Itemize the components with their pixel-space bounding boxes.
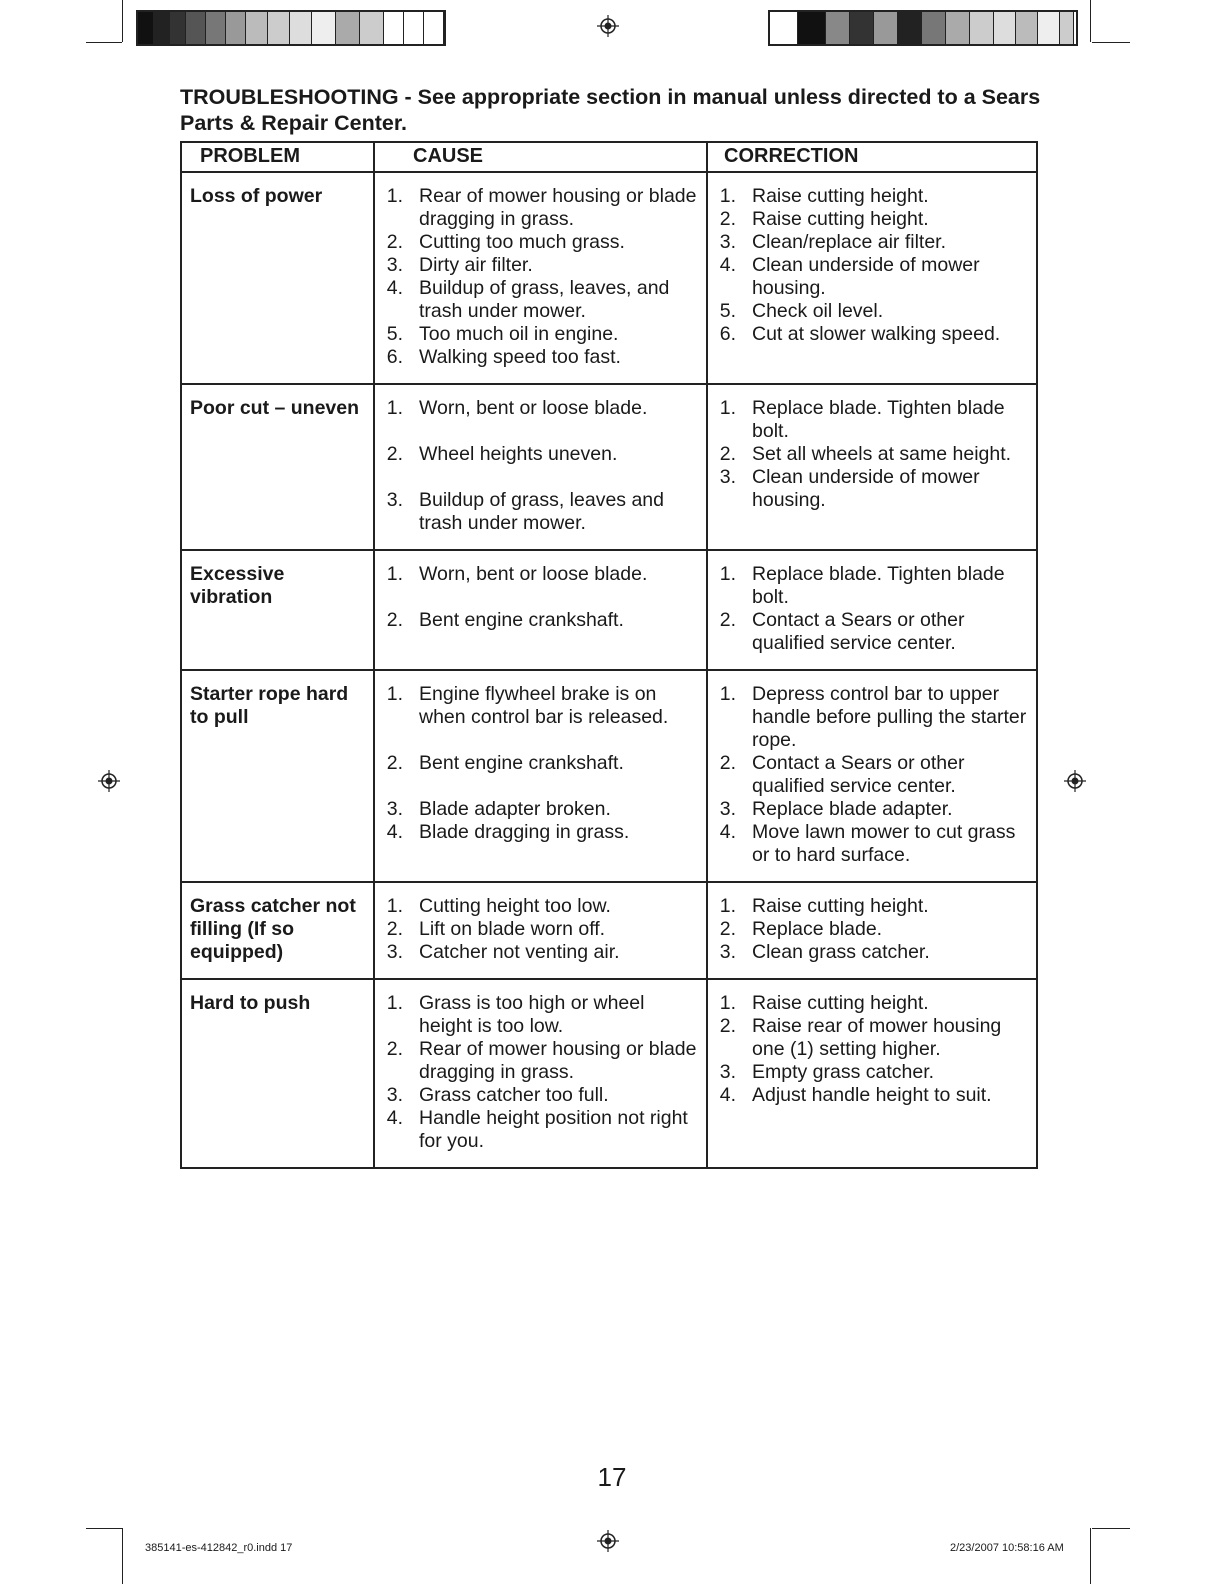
item-number: 4. [386, 277, 403, 299]
table-row [181, 550, 1037, 670]
item-text: Contact a Sears or other qualified service center. [752, 609, 965, 654]
item-text: Replace blade. Tighten blade bolt. [752, 397, 1005, 442]
list-item [716, 323, 1032, 346]
item-text: Catcher not venting air. [419, 941, 620, 963]
correction-list [716, 992, 1032, 1107]
item-number: 3. [719, 941, 736, 963]
item-number: 2. [386, 752, 403, 774]
list-item [383, 323, 702, 346]
cause-list [383, 185, 702, 369]
list-item [383, 231, 702, 254]
correction-cell [707, 550, 1037, 670]
item-number: 3. [386, 941, 403, 963]
item-text: Engine flywheel brake is on when control bar is released. [419, 683, 669, 728]
footer-file-name: 385141-es-412842_r0.indd 17 [145, 1542, 293, 1554]
cause-list [383, 992, 702, 1153]
item-text: Dirty air filter. [419, 254, 533, 276]
cause-list [383, 683, 702, 844]
item-number: 6. [386, 346, 403, 368]
correction-cell [707, 882, 1037, 979]
item-text: Buildup of grass, leaves, and trash under mower. [419, 277, 670, 322]
problem-cell: Grass catcher not filling (If so equipped) [181, 882, 374, 979]
item-number: 3. [386, 254, 403, 276]
item-number: 1. [719, 683, 736, 705]
cause-list [383, 397, 702, 535]
crop-mark [122, 0, 123, 42]
item-text: Rear of mower housing or blade dragging in grass. [419, 1038, 697, 1083]
problem-cell: Loss of power [181, 172, 374, 384]
list-item [716, 397, 1032, 443]
item-number: 2. [719, 208, 736, 230]
item-text: Grass catcher too full. [419, 1084, 609, 1106]
list-item [716, 798, 1032, 821]
column-header-problem: PROBLEM [181, 142, 374, 172]
cause-cell [374, 172, 707, 384]
list-item [383, 277, 702, 323]
registration-mark-icon [98, 770, 120, 792]
item-number: 1. [719, 563, 736, 585]
color-calibration-bar-left [136, 10, 446, 46]
list-item [383, 397, 702, 420]
item-number: 4. [719, 821, 736, 843]
list-item [716, 563, 1032, 609]
item-text: Replace blade adapter. [752, 798, 953, 820]
item-number: 2. [719, 1015, 736, 1037]
item-number: 4. [386, 821, 403, 843]
item-text: Blade dragging in grass. [419, 821, 630, 843]
item-number: 4. [386, 1107, 403, 1129]
list-item [383, 683, 702, 729]
column-header-cause: CAUSE [374, 142, 707, 172]
item-number: 3. [719, 1061, 736, 1083]
registration-mark-icon [597, 15, 619, 37]
list-item [716, 1015, 1032, 1061]
problem-cell: Poor cut – uneven [181, 384, 374, 550]
item-number: 1. [386, 895, 403, 917]
correction-list [716, 563, 1032, 655]
list-item [383, 443, 702, 466]
item-number: 2. [719, 609, 736, 631]
list-item [383, 992, 702, 1038]
list-item [716, 895, 1032, 918]
list-item [716, 208, 1032, 231]
item-text: Grass is too high or wheel height is too low. [419, 992, 645, 1037]
table-row [181, 882, 1037, 979]
list-item [383, 185, 702, 231]
cause-cell [374, 882, 707, 979]
item-number: 1. [719, 895, 736, 917]
correction-list [716, 683, 1032, 867]
item-text: Cutting too much grass. [419, 231, 625, 253]
crop-mark [86, 1528, 122, 1529]
item-text: Bent engine crankshaft. [419, 752, 624, 774]
list-item [383, 752, 702, 775]
item-number: 1. [386, 185, 403, 207]
item-text: Empty grass catcher. [752, 1061, 935, 1083]
color-calibration-bar-right [768, 10, 1078, 46]
item-text: Replace blade. Tighten blade bolt. [752, 563, 1005, 608]
item-text: Raise cutting height. [752, 992, 929, 1014]
item-number: 3. [719, 231, 736, 253]
list-item [716, 443, 1032, 466]
item-text: Replace blade. [752, 918, 883, 940]
item-text: Lift on blade worn off. [419, 918, 606, 940]
item-text: Blade adapter broken. [419, 798, 611, 820]
cause-cell [374, 670, 707, 882]
cause-list [383, 563, 702, 632]
page-title: TROUBLESHOOTING - See appropriate section in manual unless directed to a Sears Parts & Repair Center. [180, 85, 1041, 135]
list-item [716, 821, 1032, 867]
column-header-correction: CORRECTION [707, 142, 1037, 172]
problem-cell: Hard to push [181, 979, 374, 1168]
list-item [383, 798, 702, 821]
list-item [716, 752, 1032, 798]
list-item [716, 1061, 1032, 1084]
cause-cell [374, 550, 707, 670]
table-body [181, 172, 1037, 1168]
list-item [383, 254, 702, 277]
problem-cell: Starter rope hard to pull [181, 670, 374, 882]
list-item [383, 1084, 702, 1107]
item-number: 3. [386, 798, 403, 820]
item-number: 4. [719, 254, 736, 276]
correction-cell [707, 172, 1037, 384]
correction-list [716, 895, 1032, 964]
item-text: Rear of mower housing or blade dragging in grass. [419, 185, 697, 230]
list-item [383, 563, 702, 586]
item-text: Walking speed too fast. [419, 346, 621, 368]
item-text: Worn, bent or loose blade. [419, 397, 648, 419]
item-text: Clean/replace air filter. [752, 231, 947, 253]
item-number: 1. [386, 683, 403, 705]
item-number: 5. [719, 300, 736, 322]
item-number: 3. [386, 1084, 403, 1106]
item-text: Raise rear of mower housing one (1) setting higher. [752, 1015, 1002, 1060]
list-item [383, 1107, 702, 1153]
item-text: Raise cutting height. [752, 208, 929, 230]
list-item [383, 609, 702, 632]
table-row [181, 979, 1037, 1168]
item-number: 1. [719, 992, 736, 1014]
correction-cell [707, 979, 1037, 1168]
item-number: 3. [386, 489, 403, 511]
item-number: 2. [719, 918, 736, 940]
list-item [383, 895, 702, 918]
item-text: Contact a Sears or other qualified service center. [752, 752, 965, 797]
item-number: 1. [719, 397, 736, 419]
item-text: Check oil level. [752, 300, 884, 322]
list-item [383, 1038, 702, 1084]
registration-mark-icon [597, 1530, 619, 1552]
table-row [181, 384, 1037, 550]
list-item [716, 231, 1032, 254]
item-number: 6. [719, 323, 736, 345]
item-text: Cutting height too low. [419, 895, 611, 917]
item-text: Cut at slower walking speed. [752, 323, 1001, 345]
cause-cell [374, 384, 707, 550]
item-number: 3. [719, 466, 736, 488]
cause-cell [374, 979, 707, 1168]
crop-mark [122, 1528, 123, 1584]
item-text: Too much oil in engine. [419, 323, 619, 345]
list-item [383, 821, 702, 844]
table-header-row [181, 142, 1037, 172]
page-number: 17 [597, 1462, 627, 1492]
item-number: 2. [386, 231, 403, 253]
item-number: 5. [386, 323, 403, 345]
item-text: Worn, bent or loose blade. [419, 563, 648, 585]
list-item [716, 941, 1032, 964]
item-number: 4. [719, 1084, 736, 1106]
item-text: Depress control bar to upper handle before pulling the starter rope. [752, 683, 1027, 751]
item-text: Raise cutting height. [752, 895, 929, 917]
item-text: Adjust handle height to suit. [752, 1084, 992, 1106]
item-text: Bent engine crankshaft. [419, 609, 624, 631]
crop-mark [86, 42, 122, 43]
list-item [716, 254, 1032, 300]
crop-mark [1092, 1528, 1130, 1529]
item-text: Raise cutting height. [752, 185, 929, 207]
item-number: 1. [719, 185, 736, 207]
cause-list [383, 895, 702, 964]
troubleshooting-table [180, 141, 1038, 1169]
list-item [716, 609, 1032, 655]
correction-cell [707, 384, 1037, 550]
item-text: Clean underside of mower housing. [752, 254, 980, 299]
list-item [716, 992, 1032, 1015]
footer-timestamp: 2/23/2007 10:58:16 AM [950, 1542, 1064, 1554]
item-text: Clean underside of mower housing. [752, 466, 980, 511]
item-number: 1. [386, 397, 403, 419]
item-number: 2. [719, 752, 736, 774]
list-item [716, 683, 1032, 752]
item-text: Clean grass catcher. [752, 941, 930, 963]
item-text: Move lawn mower to cut grass or to hard surface. [752, 821, 1016, 866]
item-number: 2. [386, 609, 403, 631]
item-number: 1. [386, 992, 403, 1014]
item-number: 2. [386, 918, 403, 940]
crop-mark [1090, 0, 1091, 42]
list-item [716, 185, 1032, 208]
list-item [383, 941, 702, 964]
registration-mark-icon [1064, 770, 1086, 792]
item-text: Wheel heights uneven. [419, 443, 618, 465]
crop-mark [1090, 1528, 1091, 1584]
correction-cell [707, 670, 1037, 882]
item-number: 1. [386, 563, 403, 585]
item-text: Handle height position not right for you. [419, 1107, 688, 1152]
item-number: 2. [386, 443, 403, 465]
item-number: 2. [719, 443, 736, 465]
table-row [181, 172, 1037, 384]
table-row [181, 670, 1037, 882]
crop-mark [1092, 42, 1130, 43]
list-item [716, 918, 1032, 941]
list-item [383, 346, 702, 369]
list-item [383, 918, 702, 941]
list-item [383, 489, 702, 535]
list-item [716, 466, 1032, 512]
item-number: 3. [719, 798, 736, 820]
list-item [716, 1084, 1032, 1107]
list-item [716, 300, 1032, 323]
item-number: 2. [386, 1038, 403, 1060]
item-text: Set all wheels at same height. [752, 443, 1012, 465]
problem-cell: Excessive vibration [181, 550, 374, 670]
correction-list [716, 185, 1032, 346]
item-text: Buildup of grass, leaves and trash under mower. [419, 489, 664, 534]
correction-list [716, 397, 1032, 512]
